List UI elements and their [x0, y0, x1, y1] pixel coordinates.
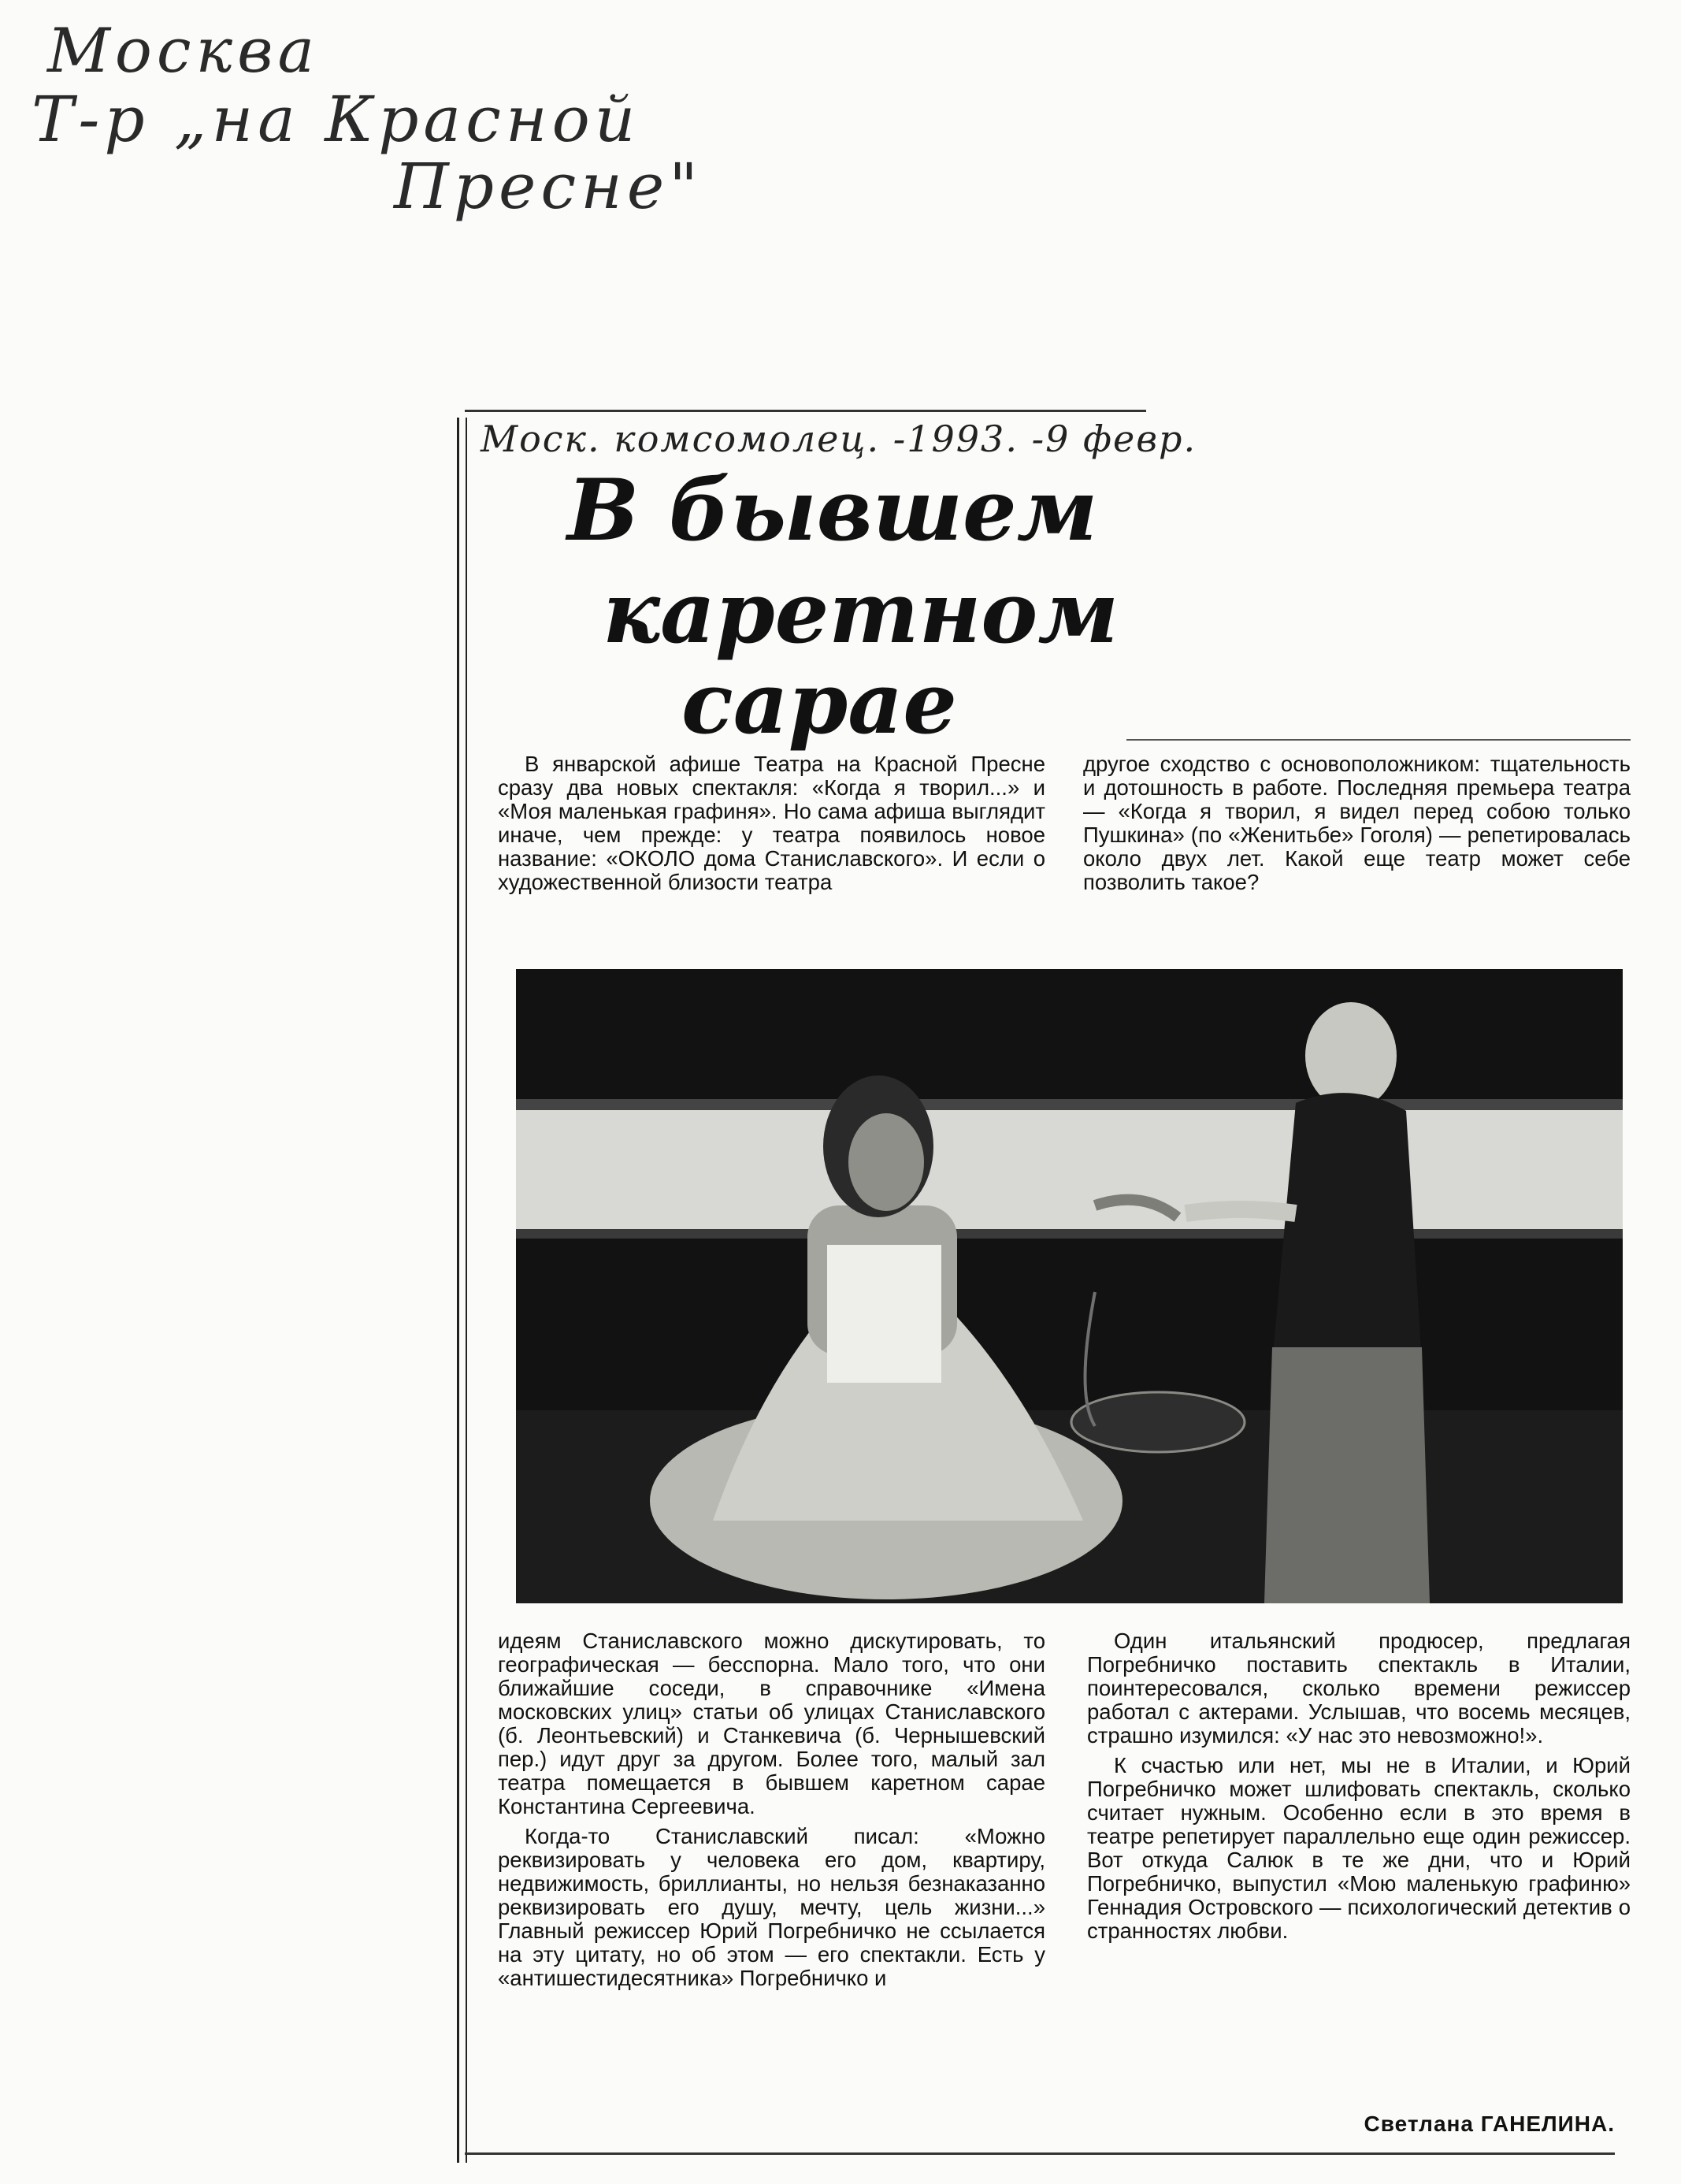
handwritten-theatre-line: Т-р „на Красной	[32, 83, 640, 156]
clipping-edge	[457, 418, 467, 2163]
article-paragraph: Один итальянский продюсер, предлагая Погребничко поставить спектакль в Италии, поинтересовался, сколько времени режиссер работал с актерами. Услышав, что восемь месяцев, страшно изумился: «У нас это невозможно!».	[1087, 1629, 1631, 1748]
article-paragraph: идеям Станиславского можно дискутировать, то географическая — бесспорна. Мало того, что они ближайшие соседи, в справочнике «Имена московских улиц» статьи об улицах Станиславского (б. Леонтьевский) и Станкевича (б. Чернышевский пер.) идут друг за другом. Более того, малый зал театра помещается в бывшем каретном сарае Константина Сергеевича.	[498, 1629, 1045, 1818]
author-byline: Светлана ГАНЕЛИНА.	[1364, 2112, 1615, 2136]
stage-photo	[516, 969, 1623, 1603]
source-note: Моск. комсомолец. -1993. -9 февр.	[481, 418, 1197, 460]
handwritten-theatre-line-2: Пресне"	[394, 150, 703, 223]
article-paragraph: Когда-то Станиславский писал: «Можно реквизировать у человека его дом, квартиру, недвижимость, бриллианты, но нельзя безнаказанно реквизировать его душу, мечту, цель жизни...» Главный режиссер Юрий Погребничко не ссылается на эту цитату, но об этом — его спектакли. Есть у «антишестидесятника» Погребничко и	[498, 1824, 1045, 1990]
stage-photo-image	[516, 969, 1623, 1603]
headline-line-1: В бывшем	[567, 461, 1098, 560]
article-column-4	[1087, 1629, 1631, 1943]
handwritten-city: Москва	[47, 16, 319, 87]
article-paragraph: К счастью или нет, мы не в Италии, и Юрий Погребничко может шлифовать спектакль, сколько считает нужным. Особенно если в это время в театре репетирует параллельно еще один режиссер. Вот откуда Салюк в те же дни, что и Юрий Погребничко, выпустил «Мою маленькую графиню» Геннадия Островского — психологический детектив о странностях любви.	[1087, 1753, 1631, 1943]
headline-line-3: сарае	[681, 654, 957, 753]
article-paragraph: В январской афише Театра на Красной Пресне сразу два новых спектакля: «Когда я творил...» и «Моя маленькая графиня». Но сама афиша выглядит иначе, чем прежде: у театра появилось новое название: «ОКОЛО дома Станиславского». И если о художественной близости театра	[498, 752, 1045, 894]
column-rule	[1126, 739, 1631, 741]
article-column-3	[498, 1629, 1045, 1990]
clipping-bottom-edge	[465, 2152, 1615, 2155]
article-column-1	[498, 752, 1045, 894]
article-column-2	[1083, 752, 1631, 894]
article-paragraph: другое сходство с основоположником: тщательность и дотошность в работе. Последняя премьера театра — «Когда я творил, я видел перед собою только Пушкина» (по «Женитьбе» Гоголя) — репетировалась около двух лет. Какой еще театр может себе позволить такое?	[1083, 752, 1631, 894]
newspaper-clipping	[457, 410, 1638, 2163]
headline-line-2: каретном	[603, 563, 1119, 663]
clipping-top-edge	[465, 410, 1146, 412]
